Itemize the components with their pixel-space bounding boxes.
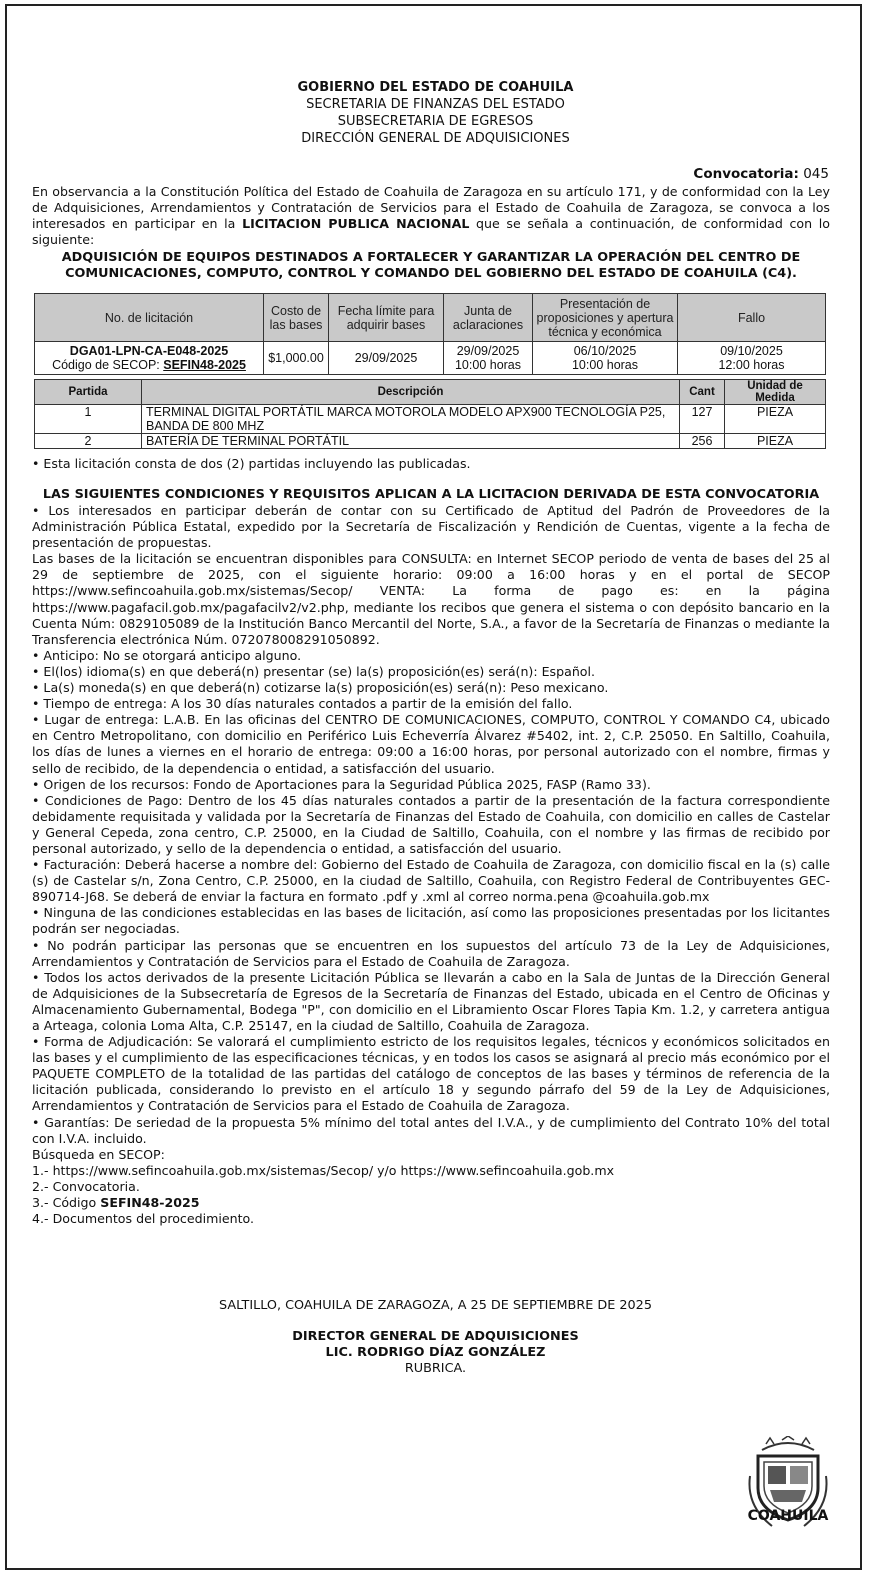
fallo-time: 12:00 horas bbox=[718, 358, 785, 372]
licitacion-table bbox=[34, 293, 826, 375]
secop-search-step-4: 4.- Documentos del procedimiento. bbox=[32, 1211, 255, 1227]
partidas-table-header bbox=[35, 380, 826, 405]
partida-unidad: PIEZA bbox=[725, 434, 826, 449]
presentacion-time: 10:00 horas bbox=[571, 358, 639, 372]
conditions-list bbox=[32, 503, 830, 1227]
intro-paragraph bbox=[32, 184, 830, 248]
header-junta: Junta de aclaraciones bbox=[444, 294, 533, 342]
condition-pago: • Condiciones de Pago: Dentro de los 45 días naturales contados a partir de la presentación de la factura correspondiente debidamente requisitada y validada por la Secretaría de Finanzas del Estado de Coahuila, con domicilio en calles de Castelar y General Cepeda, zona centro, C.P. 25000, en la Ciudad de Saltillo, Coahuila, con el nombre y las firmas de recibido por personal autorizado, y sello de la dependencia o entidad, a satisfacción del usuario. bbox=[32, 792, 830, 856]
header-partida: Partida bbox=[35, 380, 142, 405]
condition-anticipo: • Anticipo: No se otorgará anticipo alguno. bbox=[32, 647, 302, 663]
partidas-table bbox=[34, 379, 826, 449]
header-fecha-limite: Fecha límite para adquirir bases bbox=[329, 294, 444, 342]
condition-garantias: • Garantías: De seriedad de la propuesta 5% mínimo del total antes del I.V.A., y de cumplimiento del Contrato 10% del total con I.V.A. incluido. bbox=[32, 1114, 830, 1146]
cell-fallo bbox=[678, 342, 826, 375]
partida-description: TERMINAL DIGITAL PORTÁTIL MARCA MOTOROLA MODELO APX900 TECNOLOGÍA P25, BANDA DE 800 MHZ bbox=[142, 405, 680, 434]
condition-idioma: • El(los) idioma(s) en que deberá(n) presentar (se) la(s) proposición(es) será(n): Español. bbox=[32, 663, 596, 679]
secop-search-step-3 bbox=[32, 1195, 830, 1211]
cell-junta bbox=[444, 342, 533, 375]
header-subsecretaria: SUBSECRETARIA DE EGRESOS bbox=[337, 114, 534, 129]
table-row bbox=[35, 405, 826, 434]
header-unidad: Unidad de Medida bbox=[725, 380, 826, 405]
condition-actos: • Todos los actos derivados de la presente Licitación Pública se llevarán a cabo en la Sala de Juntas de la Dirección General de Adquisiciones de la Subsecretaría de Egresos de la Secretaría de Finanzas del Estado, ubicada en el Centro de Oficinas y Almacenamiento Gubernamental, Bodega "P", con domicilio en el Libramiento Oscar Flores Tapia Km. 1.2, y carretera antigua a Arteaga, colonia Loma Alta, C.P. 25147, en la ciudad de Saltillo, Coahuila de Zaragoza. bbox=[32, 969, 830, 1033]
document-header bbox=[0, 79, 871, 147]
step-3-code: SEFIN48-2025 bbox=[100, 1195, 200, 1211]
condition-negociacion: • Ninguna de las condiciones establecidas en las bases de licitación, así como las proposiciones presentadas por los licitantes podrán ser negociadas. bbox=[32, 905, 830, 937]
junta-date: 29/09/2025 bbox=[456, 344, 520, 358]
header-descripcion: Descripción bbox=[142, 380, 680, 405]
signer-name: LIC. RODRIGO DÍAZ GONZÁLEZ bbox=[325, 1345, 546, 1360]
condition-articulo-73: • No podrán participar las personas que se encuentren en los supuestos del artículo 73 de la Ley de Adquisiciones, Arrendamientos y Contratación de Servicios para el Estado de Coahuila de Zaragoza. bbox=[32, 937, 830, 969]
licitacion-table-header bbox=[35, 294, 826, 342]
fallo-date: 09/10/2025 bbox=[720, 344, 783, 358]
header-secretaria: SECRETARIA DE FINANZAS DEL ESTADO bbox=[306, 97, 565, 112]
condition-tiempo-entrega: • Tiempo de entrega: A los 30 días naturales contados a partir de la emisión del fallo. bbox=[32, 696, 573, 712]
junta-time: 10:00 horas bbox=[454, 358, 522, 372]
conditions-title: LAS SIGUIENTES CONDICIONES Y REQUISITOS APLICAN A LA LICITACION DERIVADA DE ESTA CONVOCATORIA bbox=[42, 487, 820, 502]
rubrica: RUBRICA. bbox=[404, 1361, 467, 1376]
secop-search-step-2: 2.- Convocatoria. bbox=[32, 1178, 140, 1194]
cell-licitacion bbox=[35, 342, 264, 375]
header-government: GOBIERNO DEL ESTADO DE COAHUILA bbox=[297, 80, 574, 95]
intro-bold: LICITACION PUBLICA NACIONAL bbox=[242, 216, 470, 232]
signer-role: DIRECTOR GENERAL DE ADQUISICIONES bbox=[292, 1329, 579, 1344]
intro-tail: que se señala a continuación, de conformidad con lo siguiente: bbox=[32, 216, 830, 248]
convocatoria-value: 045 bbox=[803, 166, 829, 182]
partida-cant: 256 bbox=[680, 434, 725, 449]
presentacion-date: 06/10/2025 bbox=[573, 344, 637, 358]
header-costo: Costo de las bases bbox=[264, 294, 329, 342]
header-presentacion: Presentación de proposiciones y apertura técnica y económica bbox=[533, 294, 678, 342]
header-direccion: DIRECCIÓN GENERAL DE ADQUISICIONES bbox=[301, 131, 570, 146]
condition-facturacion: • Facturación: Deberá hacerse a nombre del: Gobierno del Estado de Coahuila de Zaragoza, con domicilio fiscal en la (s) calle (s) de Castelar s/n, Zona Centro, C.P. 25000, en la ciudad de Saltillo, Coahuila, con Registro Federal de Contribuyentes GEC-890714-J68. Se deberá de enviar la factura en formato .pdf y .xml al correo norma.pena @coahuila.gob.mx bbox=[32, 857, 830, 905]
note-partidas: • Esta licitación consta de dos (2) partidas incluyendo las publicadas. bbox=[32, 456, 471, 471]
secop-code-line bbox=[38, 358, 260, 372]
intro-text: En observancia a la Constitución Política del Estado de Coahuila de Zaragoza en su artículo 171, y de conformidad con la Ley de Adquisiciones, Arrendamientos y Contratación de Servicios para el Estado de Coahuila de Zaragoza, se convoca a los interesados en participar en la bbox=[32, 184, 830, 232]
cell-presentacion bbox=[533, 342, 678, 375]
licitacion-number: DGA01-LPN-CA-E048-2025 bbox=[69, 344, 229, 358]
header-no-licitacion: No. de licitación bbox=[35, 294, 264, 342]
condition-lugar-entrega: • Lugar de entrega: L.A.B. En las oficinas del CENTRO DE COMUNICACIONES, COMPUTO, CONTROL Y COMANDO C4, ubicado en Centro Metropolitano, con domicilio en Periférico Luis Echeverría Álvarez #5402, int. 2, C.P. 25050. En Saltillo, Coahuila, los días de lunes a viernes en el horario de entrega: 09:00 a 16:00 horas, por personal autorizado con el nombre, firmas y sello de recibido, de la dependencia o entidad, a satisfacción del usuario. bbox=[32, 712, 830, 776]
coahuila-logo-text: COAHUILA bbox=[747, 1508, 829, 1524]
partida-number: 1 bbox=[35, 405, 142, 434]
condition-moneda: • La(s) moneda(s) en que deberá(n) cotizarse la(s) proposición(es) será(n): Peso mexicano. bbox=[32, 680, 609, 696]
coahuila-seal-icon bbox=[742, 1436, 834, 1546]
signature-block bbox=[0, 1329, 871, 1377]
condition-certificado: • Los interesados en participar deberán de contar con su Certificado de Aptitud del Padrón de Proveedores de la Administración Pública Estatal, expedido por la Secretaría de Fiscalización y Rendición de Cuentas, vigente a la fecha de presentación de propuestas. bbox=[32, 503, 830, 551]
condition-origen-recursos: • Origen de los recursos: Fondo de Aportaciones para la Seguridad Pública 2025, FASP (Ramo 33). bbox=[32, 776, 651, 792]
secop-code: SEFIN48-2025 bbox=[163, 358, 246, 372]
table-row bbox=[35, 434, 826, 449]
step-3-label: 3.- Código bbox=[32, 1195, 101, 1211]
convocatoria-label: Convocatoria: bbox=[693, 166, 799, 182]
partida-description: BATERÍA DE TERMINAL PORTÁTIL bbox=[142, 434, 680, 449]
header-cant: Cant bbox=[680, 380, 725, 405]
place-date: SALTILLO, COAHUILA DE ZARAGOZA, A 25 DE SEPTIEMBRE DE 2025 bbox=[219, 1298, 652, 1313]
partida-unidad: PIEZA bbox=[725, 405, 826, 434]
secop-label: Código de SECOP: bbox=[52, 358, 164, 372]
object-title: ADQUISICIÓN DE EQUIPOS DESTINADOS A FORTALECER Y GARANTIZAR LA OPERACIÓN DEL CENTRO DE COMUNICACIONES, COMPUTO, CONTROL Y COMANDO DEL GOBIERNO DEL ESTADO DE COAHUILA (C4). bbox=[61, 250, 801, 281]
header-fallo: Fallo bbox=[678, 294, 826, 342]
partida-cant: 127 bbox=[680, 405, 725, 434]
secop-search-step-1: 1.- https://www.sefincoahuila.gob.mx/sistemas/Secop/ y/o https://www.sefincoahuila.gob.mx bbox=[32, 1162, 615, 1178]
partida-number: 2 bbox=[35, 434, 142, 449]
cell-fecha-limite: 29/09/2025 bbox=[329, 342, 444, 375]
secop-search-title: Búsqueda en SECOP: bbox=[32, 1146, 165, 1162]
condition-bases: Las bases de la licitación se encuentran disponibles para CONSULTA: en Internet SECOP periodo de venta de bases del 25 al 29 de septiembre de 2025, con el siguiente horario: 09:00 a 16:00 horas y en el portal de SECOP https://www.sefincoahuila.gob.mx/sistemas/Secop/ VENTA: La forma de pago es: en la página https://www.pagafacil.gob.mx/pagafacilv2/v2.php, mediante los recibos que genera el sistema o con depósito bancario en la Cuenta Núm: 0829105089 de la Institución Banco Mercantil del Norte, S.A., a favor de la Secretaría de Finanzas o mediante la Transferencia electrónica Núm. 072078008291050892. bbox=[32, 551, 830, 647]
licitacion-table-row bbox=[35, 342, 826, 375]
convocatoria-number bbox=[693, 166, 829, 182]
cell-costo: $1,000.00 bbox=[264, 342, 329, 375]
condition-adjudicacion: • Forma de Adjudicación: Se valorará el cumplimiento estricto de los requisitos legales, técnicos y económicos solicitados en las bases y el cumplimiento de las especificaciones técnicas, y en todos los casos se asignará al precio más económico por el PAQUETE COMPLETO de la totalidad de las partidas del catálogo de conceptos de las bases y términos de referencia de la licitación publicada, considerando lo previsto en el artículo 18 y segundo párrafo del 59 de la Ley de Adquisiciones, Arrendamientos y Contratación de Servicios para el Estado de Coahuila de Zaragoza. bbox=[32, 1034, 830, 1114]
